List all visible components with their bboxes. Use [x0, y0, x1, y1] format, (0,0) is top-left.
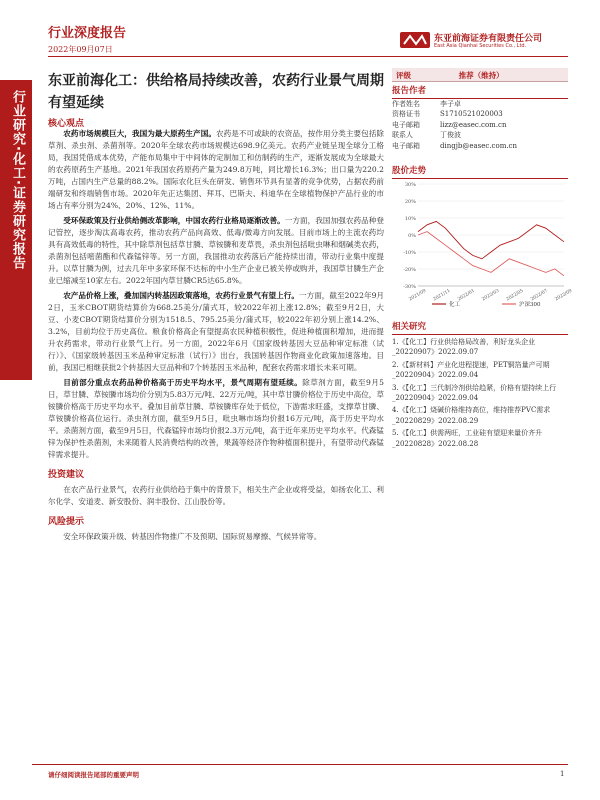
x-tick-label: 2021/11 — [432, 288, 452, 303]
sidebar-banner — [0, 80, 32, 380]
sidebar-label: 行业研究·化工·证券研究报告 — [10, 90, 25, 270]
analyst-panel — [392, 84, 568, 151]
paragraph-text: 一方面，我国加强农药品种登记管控，逐步淘汰高毒农药，推动农药产品向高效、低毒/微毒方向发展。目前市场上的主流农药均具有高效低毒的特性，其中除草剂包括草甘膦、草铵膦和麦草畏，杀虫剂包括吡虫啉和烟碱类农药，杀菌剂包括嘧菌酯和代森锰锌等。另一方面，我国推动农药落后产能持续出清，带动行业集中度提升。以草甘膦为例，过去几年中多家环保不达标的中小生产企业已被关停或购并，我国草甘膦生产企业已缩减至10家左右。2022年国内草甘膦CR5达65.8%。 — [48, 216, 385, 285]
legend-label: 化工 — [449, 302, 461, 308]
header-divider — [48, 56, 568, 57]
analyst-key: 作者姓名 — [392, 100, 420, 108]
investment-text: 在农产品行业景气，农药行业供给趋于集中的背景下，相关生产企业或将受益，如扬农化工、利尔化学、安道麦、新安股份、润丰股份、江山股份等。 — [48, 485, 384, 506]
x-tick-label: 2022/01 — [457, 288, 476, 303]
y-tick-label: -30% — [403, 284, 416, 290]
core-heading: 核心观点 — [48, 119, 85, 129]
analyst-row — [392, 141, 568, 151]
related-item[interactable]: 2.《【新材料】产业化进程提速，PET铜箔量产可期_20220904》2022.09.04 — [392, 360, 550, 380]
legend-label: 沪深300 — [519, 302, 541, 308]
company-logo — [400, 30, 568, 52]
related-item[interactable]: 1.《【化工】行业供给格局改善，利好龙头企业_20220907》2022.09.07 — [392, 338, 536, 357]
x-tick-label: 2022/07 — [530, 288, 549, 303]
x-tick-label: 2022/09 — [554, 288, 574, 303]
analyst-key: 资格证书 — [392, 110, 420, 119]
series-line — [418, 221, 564, 258]
logo-chinese-name: 东亚前海证券有限责任公司 — [434, 34, 543, 44]
analyst-row — [392, 130, 568, 140]
core-paragraph-2 — [48, 215, 384, 287]
y-tick-label: 30% — [404, 182, 416, 188]
rating-label: 评级 — [396, 71, 411, 80]
related-heading: 相关研究 — [392, 320, 568, 335]
investment-heading: 投资建议 — [48, 470, 85, 480]
page-number: 1 — [560, 770, 565, 778]
analyst-row — [392, 120, 568, 130]
y-tick-label: 0% — [408, 233, 416, 239]
paragraph-text: 农药是不可或缺的农资品，按作用分类主要包括除草剂、杀虫剂、杀菌剂等。2020年全球农药市场规模达698.9亿美元。农药产业链呈现全球分工格局，我国凭借成本优势，产能布局集中于中间体的定制加工和仿制药的生产，逐渐发展成为全球最大的农药原药生产基地。2021年我国农药原药产量为249.8万吨，同比增长16.3%；出口量为220.2万吨，占国内生产总量的88.2%。国际农化巨头在研发、销售环节具有显著的竞争优势，占据农药前端研发和终端销售市场。2020年先正达集团、拜耳、巴斯夫、科迪华在全球植物保护产品行业的市场占有率分别为24%、20%、12%、11%。 — [48, 129, 385, 210]
analyst-value: 丁俊波 — [440, 131, 461, 140]
footer-disclaimer: 请仔细阅读报告尾部的重要声明 — [48, 771, 139, 779]
risk-heading: 风险提示 — [48, 517, 85, 527]
y-tick-label: 10% — [404, 216, 416, 222]
core-paragraph-3 — [48, 290, 384, 374]
paragraph-lead: 目前部分重点农药品种价格高于历史平均水平，景气周期有望延续。 — [63, 378, 303, 387]
analyst-value: 李子卓 — [440, 100, 461, 108]
analyst-row — [392, 109, 568, 119]
paragraph-lead: 农产品价格上涨，叠加国内转基因政策落地，农药行业景气有望上行。 — [63, 291, 299, 300]
analyst-key: 电子邮箱 — [392, 120, 420, 129]
rating-bar — [392, 68, 568, 82]
related-item[interactable]: 5.《【化工】供需两旺，工业硅有望迎来量价齐升_20220828》2022.08.28 — [392, 429, 543, 448]
core-paragraph-1 — [48, 128, 384, 212]
report-title: 东亚前海化工：供给格局持续改善，农药行业景气周期有望延续 — [48, 73, 384, 111]
logo-english-name: East Asia Qianhai Securities Co., Ltd. — [434, 43, 527, 49]
analyst-key: 电子邮箱 — [392, 141, 420, 150]
related-research-panel — [392, 320, 568, 449]
chart-heading: 股价走势 — [392, 164, 568, 179]
risk-text: 安全环保政策升级、转基因作物推广不及预期、国际贸易摩擦、气候异常等。 — [63, 532, 322, 541]
y-tick-label: 20% — [404, 199, 416, 205]
analyst-value: lizz@easec.com.cn — [440, 120, 507, 129]
paragraph-lead: 农药市场规模巨大，我国为最大原药生产国。 — [63, 129, 216, 138]
related-item[interactable]: 4.《【化工】烧碱价格维持高位，维持推荐PVC需求_20220829》2022.08.29 — [392, 406, 551, 425]
analyst-key: 联系人 — [392, 131, 413, 140]
footer-divider — [32, 764, 568, 765]
analyst-value: S1710521020003 — [440, 110, 503, 119]
paragraph-text: 除草剂方面，截至9月5日，草甘膦、草铵膦市场均价分别为5.83万元/吨、22万元/吨，其中草甘膦价格位于历史中高位，草铵膦价格高于历史平均水平。叠加目前草甘膦、草铵膦库存处于低位，下游需求旺盛，支撑草甘膦、草铵膦价格高位运行。杀虫剂方面，截至9月5日，吡虫啉市场均价报16万元/吨，高于历史平均水平。杀菌剂方面，截至9月5日，代森锰锌市场均价报2.3万元/吨，高于近年来历史平均水平。代森锰锌为保护性杀菌剂，未来随着人民消费结构的改善，果蔬等经济作物种植面积提升，有望带动代森锰锌需求提升。 — [48, 378, 385, 459]
analyst-row — [392, 99, 568, 109]
y-tick-label: -20% — [403, 267, 416, 273]
eaqs-logo-icon — [400, 30, 430, 50]
report-body — [48, 128, 384, 546]
x-tick-label: 2021/09 — [408, 288, 428, 303]
paragraph-lead: 受环保政策及行业供给侧改革影响，中国农药行业格局逐渐改善。 — [63, 216, 285, 225]
stock-chart-panel — [392, 164, 574, 320]
stock-price-chart — [392, 178, 574, 318]
analyst-value: dingjb@easec.com.cn — [440, 141, 517, 150]
core-paragraph-4 — [48, 377, 384, 461]
x-tick-label: 2022/05 — [505, 288, 525, 303]
x-tick-label: 2022/03 — [481, 288, 501, 303]
paragraph-text: 一方面，截至2022年9月2日，玉米CBOT期货结算价为668.25美分/蒲式耳，较2022年初上涨12.8%；截至9月2日，大豆、小麦CBOT期货结算价分别为1518.5、795.25美分/蒲式耳，较2022年初分别上涨14.2%、3.2%，目前均位于历史高位。粮食价格高企有望提高农民种植积极性，促进种植面积增加，进而提升农药需求，带动行业景气上行。另一方面，2022年6月《国家级转基因大豆品种审定标准（试行）》、《国家级转基因玉米品种审定标准（试行）》出台，我国转基因作物商业化政策加速落地。目前，我国已相继获批2个转基因大豆品种和7个转基因玉米品种，配套农药需求增长未来可期。 — [48, 291, 385, 372]
report-category: 行业深度报告 — [48, 26, 127, 41]
related-item[interactable]: 3.《【化工】三代制冷剂供给趋紧，价格有望持续上行_20220904》2022.09.04 — [392, 383, 557, 403]
rating-value: 推荐（维持） — [458, 71, 504, 80]
report-date: 2022年09月07日 — [48, 45, 113, 54]
y-tick-label: -10% — [403, 250, 416, 256]
analyst-heading: 报告作者 — [392, 84, 568, 99]
